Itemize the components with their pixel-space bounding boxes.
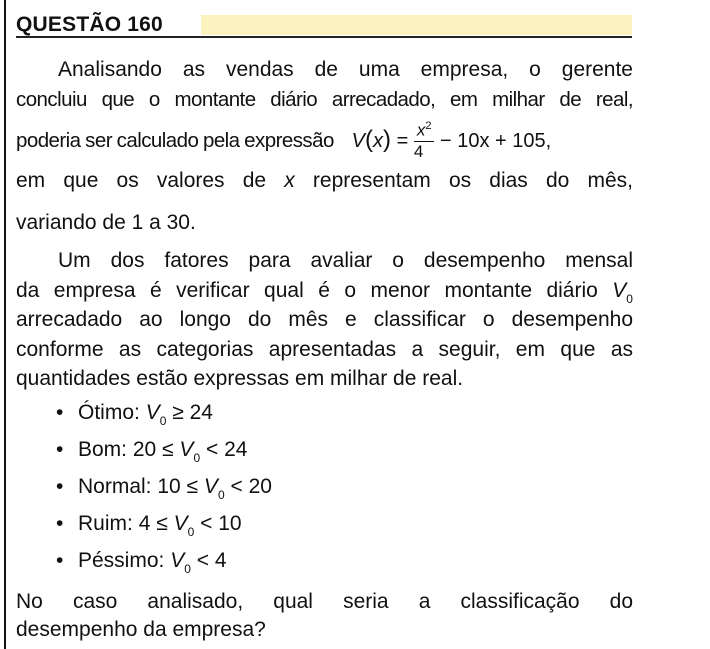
category-bound: ≥ 24 (172, 401, 213, 424)
category-sub: 0 (217, 488, 225, 502)
formula-fraction (414, 116, 435, 162)
category-var: V (170, 549, 185, 572)
intro-line-5-wrap (16, 208, 633, 238)
fraction-denominator: 4 (413, 141, 424, 161)
paragraph-criteria (16, 246, 633, 364)
formula-equals: = (396, 130, 409, 152)
intro-line-1: Analisando as vendas de uma empresa, o gerente (58, 58, 633, 81)
category-label: Ruim: (78, 512, 133, 535)
left-border-line (4, 0, 6, 649)
category-sub: 0 (184, 562, 191, 576)
bullet-dot: • (56, 512, 64, 535)
bullet-dot: • (56, 475, 64, 498)
category-label: Bom: (78, 438, 128, 461)
formula-argument: x (373, 130, 383, 152)
intro-line-4-var: x (284, 169, 295, 192)
bullet-dot: • (56, 401, 64, 424)
category-bound: < 4 (196, 549, 227, 572)
criteria-line-4: conforme as categorias apresentadas a seguir, em que as (16, 337, 633, 361)
formula-prefix-text: poderia ser calculado pela expressão (16, 129, 334, 152)
category-sub: 0 (187, 525, 195, 539)
intro-line-4-b: representam os dias do mês, (294, 169, 633, 192)
category-var: V (179, 438, 194, 461)
category-lower-bound: 10 ≤ (157, 475, 199, 498)
category-label: Normal: (78, 475, 152, 498)
paragraph-intro (16, 55, 633, 196)
bullet-dot: • (56, 549, 64, 572)
criteria-line-3: arrecadado ao longo do mês e classificar o desempenho (16, 308, 633, 331)
criteria-line-1: Um dos fatores para avaliar o desempenho mensal (58, 249, 633, 272)
question-line-1: No caso analisado, qual seria a classificação do (16, 590, 633, 613)
question-line-2: desempenho da empresa? (16, 618, 266, 641)
criteria-line-2 (16, 276, 633, 306)
category-var: V (145, 401, 160, 424)
fraction-numerator (414, 116, 435, 142)
intro-line-4 (16, 166, 633, 196)
category-lower-bound: 20 ≤ (132, 438, 174, 461)
category-sub: 0 (159, 414, 167, 428)
question-prompt (16, 588, 633, 644)
formula-remainder: − 10x + 105, (440, 130, 552, 152)
formula: V(x) = $\frac{x^2}{4}$ − 10x + 105, (352, 130, 552, 152)
criteria-line-5-wrap (16, 364, 633, 394)
intro-line-5: variando de 1 a 30. (16, 211, 196, 234)
list-item (56, 398, 272, 435)
category-bound: < 20 (230, 475, 272, 498)
category-lower-bound: 4 ≤ (138, 512, 168, 535)
intro-formula-line (16, 114, 633, 166)
intro-line-2: concluiu que o montante diário arrecadado, em milhar de real, (16, 87, 633, 111)
category-var: V (203, 475, 218, 498)
question-header (16, 12, 632, 38)
category-sub: 0 (193, 451, 201, 465)
formula-function-name: V (351, 130, 365, 152)
bullet-dot: • (56, 438, 64, 461)
numerator-variable: x (416, 120, 426, 140)
criteria-line-2-text: da empresa é verificar qual é o menor montante diário (16, 278, 598, 302)
list-item (56, 509, 272, 546)
list-item (56, 435, 272, 472)
criteria-line-5: quantidades estão expressas em milhar de real. (16, 367, 464, 390)
category-bound: < 24 (205, 438, 248, 461)
category-list (56, 398, 272, 583)
intro-line-4-a: em que os valores de (16, 169, 285, 192)
category-var: V (173, 512, 188, 535)
header-highlight-bar (201, 15, 632, 35)
numerator-exponent: 2 (425, 119, 432, 132)
list-item (56, 472, 272, 509)
question-title: QUESTÃO 160 (16, 13, 163, 36)
category-label: Ótimo: (78, 401, 140, 424)
criteria-line-2-var: V (612, 278, 627, 302)
category-bound: < 10 (200, 512, 242, 535)
header-underline (16, 36, 632, 38)
list-item (56, 546, 272, 583)
category-label: Péssimo: (78, 549, 165, 572)
criteria-line-2-sub: 0 (626, 291, 633, 305)
